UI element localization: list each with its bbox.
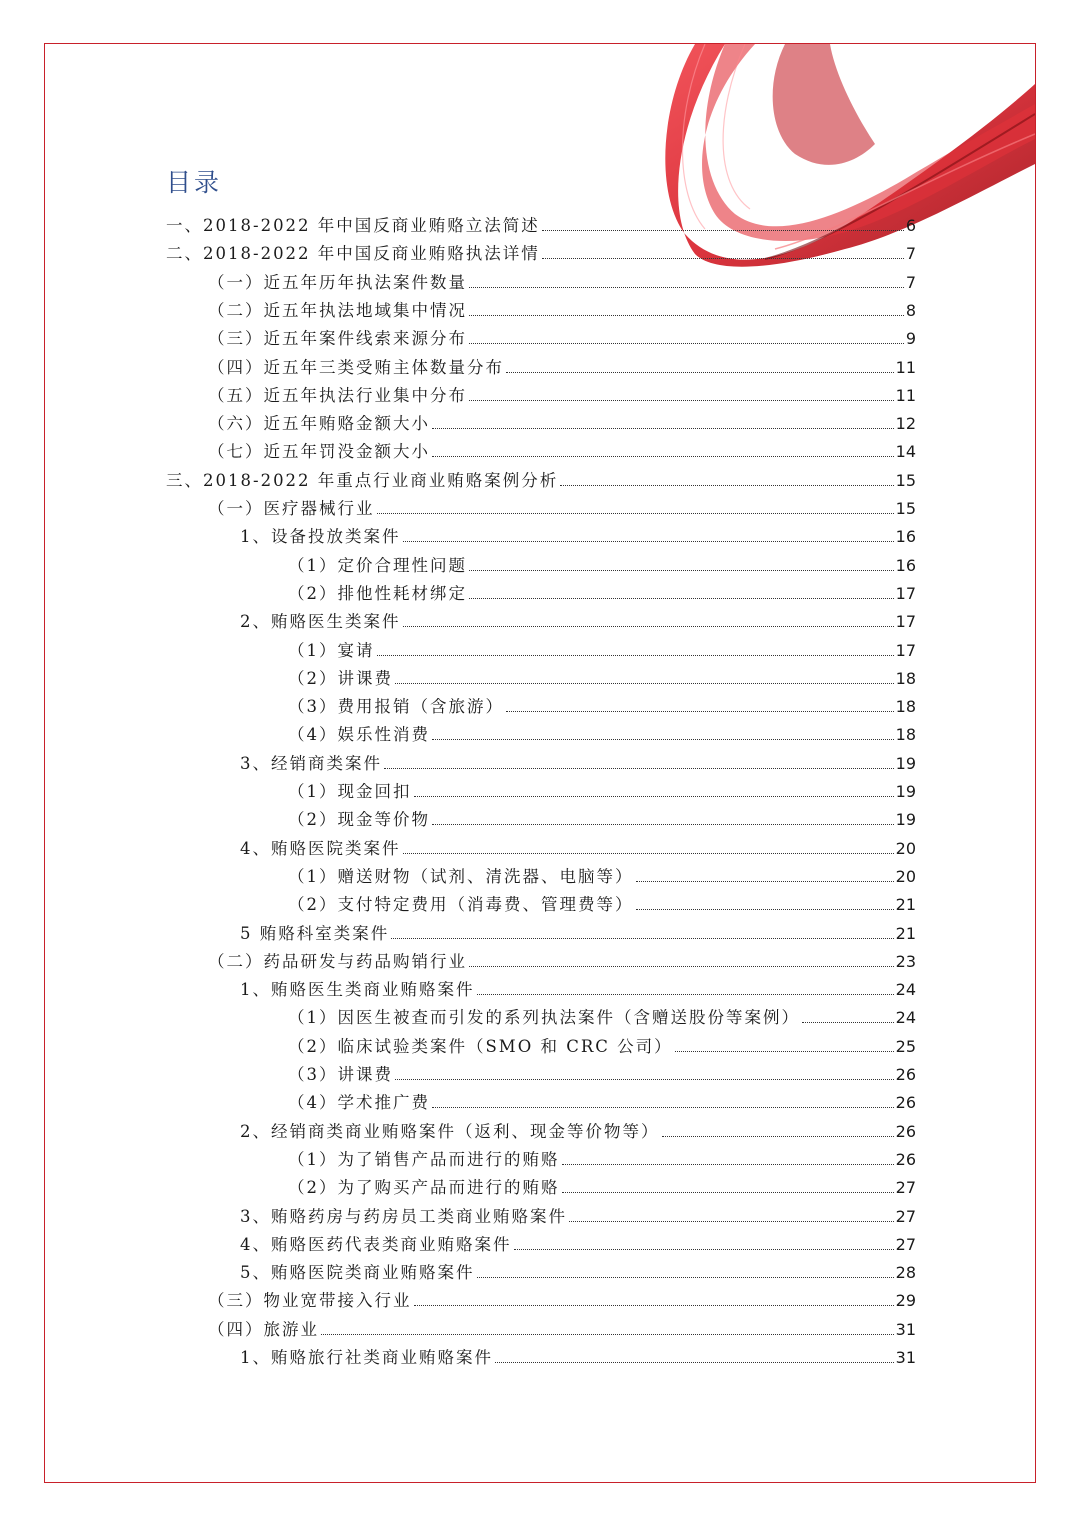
toc-entry-text: （1）为了销售产品而进行的贿赂 (288, 1149, 560, 1169)
toc-entry-text: 二、2018-2022 年中国反商业贿赂执法详情 (166, 244, 540, 264)
toc-leader-dots (469, 287, 904, 288)
toc-page-number: 17 (895, 583, 916, 603)
toc-leader-dots (506, 372, 894, 373)
toc-leader-dots (477, 994, 894, 995)
toc-entry[interactable] (240, 1256, 916, 1284)
toc-entry[interactable] (208, 1284, 916, 1312)
toc-leader-dots (403, 626, 894, 627)
toc-leader-dots (495, 1362, 894, 1363)
toc-entry[interactable] (288, 1030, 916, 1058)
toc-entry[interactable] (288, 1058, 916, 1086)
toc-leader-dots (377, 513, 894, 514)
toc-leader-dots (469, 966, 894, 967)
toc-leader-dots (395, 1079, 894, 1080)
toc-leader-dots (432, 1107, 894, 1108)
toc-leader-dots (414, 1305, 894, 1306)
toc-entry[interactable] (288, 662, 916, 690)
toc-entry-text: （五）近五年执法行业集中分布 (208, 385, 467, 405)
toc-page-number: 19 (895, 753, 916, 773)
toc-leader-dots (391, 938, 893, 939)
toc-entry[interactable] (288, 718, 916, 746)
toc-entry-text: 1、设备投放类案件 (240, 527, 401, 547)
toc-entry-text: 3、贿赂药房与药房员工类商业贿赂案件 (240, 1206, 567, 1226)
toc-page-number: 25 (895, 1036, 916, 1056)
toc-entry-text: （四）近五年三类受贿主体数量分布 (208, 357, 504, 377)
toc-leader-dots (569, 1221, 894, 1222)
toc-leader-dots (636, 909, 894, 910)
toc-page-number: 7 (905, 272, 916, 292)
toc-leader-dots (384, 768, 894, 769)
toc-entry[interactable] (240, 605, 916, 633)
toc-entry[interactable] (288, 1001, 916, 1029)
toc-entry-text: 4、贿赂医院类案件 (240, 838, 401, 858)
toc-leader-dots (432, 456, 894, 457)
toc-entry[interactable] (288, 775, 916, 803)
toc-page-number: 27 (895, 1178, 916, 1198)
toc-entry-text: 2、贿赂医生类案件 (240, 612, 401, 632)
toc-page-number: 27 (895, 1234, 916, 1254)
toc-entry-text: （2）支付特定费用（消毒费、管理费等） (288, 895, 634, 915)
toc-page-number: 7 (905, 244, 916, 264)
toc-entry-text: （四）旅游业 (208, 1319, 319, 1339)
toc-page-number: 18 (895, 725, 916, 745)
toc-page-number: 28 (895, 1263, 916, 1283)
toc-entry[interactable] (240, 1200, 916, 1228)
toc-leader-dots (802, 1022, 894, 1023)
toc-page-number: 16 (895, 555, 916, 575)
toc-leader-dots (560, 485, 893, 486)
toc-entry[interactable] (240, 520, 916, 548)
toc-page-number: 29 (895, 1291, 916, 1311)
toc-entry-text: （1）宴请 (288, 640, 375, 660)
toc-page-number: 16 (895, 527, 916, 547)
toc-entry[interactable] (208, 945, 916, 973)
toc-entry[interactable] (166, 209, 916, 237)
toc-entry[interactable] (208, 322, 916, 350)
toc-entry[interactable] (288, 1086, 916, 1114)
toc-entry-text: 5、贿赂医院类商业贿赂案件 (240, 1263, 475, 1283)
toc-leader-dots (432, 824, 894, 825)
toc-leader-dots (562, 1164, 894, 1165)
toc-entry-text: （一）近五年历年执法案件数量 (208, 272, 467, 292)
toc-leader-dots (432, 739, 894, 740)
toc-entry[interactable] (288, 577, 916, 605)
toc-entry[interactable] (208, 407, 916, 435)
toc-entry[interactable] (240, 973, 916, 1001)
toc-leader-dots (469, 315, 904, 316)
toc-entry[interactable] (240, 1115, 916, 1143)
toc-page-number: 11 (895, 385, 916, 405)
toc-page-number: 26 (895, 1149, 916, 1169)
toc-leader-dots (514, 1249, 894, 1250)
toc-entry[interactable] (240, 832, 916, 860)
toc-entry-text: （二）药品研发与药品购销行业 (208, 951, 467, 971)
toc-entry-text: 2、经销商类商业贿赂案件（返利、现金等价物等） (240, 1121, 660, 1141)
toc-entry[interactable] (208, 492, 916, 520)
toc-entry[interactable] (288, 803, 916, 831)
toc-page-number: 9 (905, 329, 916, 349)
toc-page-number: 21 (895, 895, 916, 915)
toc-entry-text: （3）讲课费 (288, 1065, 393, 1084)
toc-page-number: 20 (895, 866, 916, 886)
toc-leader-dots (542, 230, 904, 231)
toc-entry-text: （七）近五年罚没金额大小 (208, 442, 430, 462)
toc-entry-text: 4、贿赂医药代表类商业贿赂案件 (240, 1234, 512, 1254)
toc-entry[interactable] (208, 379, 916, 407)
toc-leader-dots (562, 1192, 894, 1193)
toc-entry-text: （三）近五年案件线索来源分布 (208, 329, 467, 349)
toc-entry[interactable] (288, 888, 916, 916)
toc-entry[interactable] (208, 294, 916, 322)
toc-page-number: 31 (895, 1348, 916, 1367)
toc-entry[interactable] (288, 1143, 916, 1171)
toc-entry-text: （4）学术推广费 (288, 1093, 430, 1113)
toc-page-number: 24 (895, 980, 916, 1000)
toc-entry-text: 5 贿赂科室类案件 (240, 923, 390, 943)
toc-entry-text: （3）费用报销（含旅游） (288, 697, 504, 717)
toc-page-number: 8 (905, 300, 916, 320)
toc-entry-text: 1、贿赂医生类商业贿赂案件 (240, 980, 475, 1000)
toc-leader-dots (469, 343, 904, 344)
toc-entry[interactable] (208, 1313, 916, 1341)
toc-leader-dots (542, 258, 904, 259)
toc-entry-text: （1）因医生被查而引发的系列执法案件（含赠送股份等案例） (288, 1008, 800, 1028)
toc-entry[interactable] (208, 435, 916, 463)
toc-entry[interactable] (166, 464, 916, 492)
toc-leader-dots (506, 711, 894, 712)
toc-entry-text: （2）排他性耗材绑定 (288, 583, 467, 603)
toc-page-number: 17 (895, 612, 916, 632)
toc-page-number: 19 (895, 810, 916, 830)
toc-entry[interactable] (208, 351, 916, 379)
toc-entry-text: （1）现金回扣 (288, 782, 412, 801)
toc-entry-text: （1）定价合理性问题 (288, 555, 467, 575)
toc-page-number: 11 (895, 357, 916, 377)
toc-entry[interactable] (288, 860, 916, 888)
toc-entry-text: 3、经销商类案件 (240, 753, 382, 773)
toc-leader-dots (636, 881, 894, 882)
toc-page-number: 26 (895, 1121, 916, 1141)
toc-leader-dots (675, 1051, 894, 1052)
toc-leader-dots (377, 655, 894, 656)
toc-leader-dots (469, 400, 894, 401)
toc-page-number: 17 (895, 640, 916, 660)
toc-entry-text: （2）临床试验类案件（SMO 和 CRC 公司） (288, 1036, 673, 1056)
toc-entry[interactable] (166, 237, 916, 265)
toc-leader-dots (403, 541, 894, 542)
toc-entry-text: （二）近五年执法地域集中情况 (208, 300, 467, 320)
toc-entry-text: （三）物业宽带接入行业 (208, 1291, 412, 1311)
toc-page-number: 27 (895, 1206, 916, 1226)
toc-entry-text: （六）近五年贿赂金额大小 (208, 414, 430, 434)
toc-entry-text: （1）赠送财物（试剂、清洗器、电脑等） (288, 866, 634, 886)
toc-entry-text: （2）现金等价物 (288, 810, 430, 830)
toc-entry[interactable] (288, 634, 916, 662)
toc-leader-dots (403, 853, 894, 854)
toc-leader-dots (662, 1136, 894, 1137)
toc-entry[interactable] (288, 549, 916, 577)
toc-entry[interactable] (240, 1228, 916, 1256)
toc-title: 目录 (166, 168, 223, 197)
toc-page-number: 15 (895, 499, 916, 518)
toc-entry[interactable] (240, 917, 916, 945)
toc-leader-dots (477, 1277, 894, 1278)
toc-entry-text: （2）讲课费 (288, 668, 393, 688)
toc-page-number: 20 (895, 838, 916, 858)
toc-page-number: 18 (895, 697, 916, 717)
toc-page-number: 6 (905, 216, 916, 235)
toc-entry[interactable] (240, 1341, 916, 1369)
toc-page-number: 15 (895, 470, 916, 490)
toc-page-number: 24 (895, 1008, 916, 1028)
toc-leader-dots (469, 598, 894, 599)
toc-leader-dots (414, 796, 894, 797)
toc-leader-dots (469, 570, 894, 571)
toc-entry[interactable] (288, 690, 916, 718)
toc-page-number: 19 (895, 782, 916, 801)
toc-leader-dots (432, 428, 894, 429)
toc-page-number: 23 (895, 951, 916, 971)
toc-page-number: 18 (895, 668, 916, 688)
toc-page-number: 21 (895, 923, 916, 943)
toc-page-number: 26 (895, 1093, 916, 1113)
toc-entry-text: （2）为了购买产品而进行的贿赂 (288, 1178, 560, 1198)
toc-page-number: 26 (895, 1065, 916, 1084)
toc-page-number: 12 (895, 414, 916, 434)
toc-entry-text: （一）医疗器械行业 (208, 499, 375, 518)
toc-page-number: 14 (895, 442, 916, 462)
toc-leader-dots (395, 683, 894, 684)
toc-entry-text: （4）娱乐性消费 (288, 725, 430, 745)
toc-entry[interactable] (240, 747, 916, 775)
toc-leader-dots (321, 1334, 894, 1335)
toc-entry-text: 1、贿赂旅行社类商业贿赂案件 (240, 1348, 493, 1367)
toc-entry-text: 三、2018-2022 年重点行业商业贿赂案例分析 (166, 470, 559, 490)
toc-page-number: 31 (895, 1319, 916, 1339)
toc-entry[interactable] (288, 1171, 916, 1199)
toc-entry-text: 一、2018-2022 年中国反商业贿赂立法简述 (166, 216, 540, 235)
toc-entry[interactable] (208, 266, 916, 294)
